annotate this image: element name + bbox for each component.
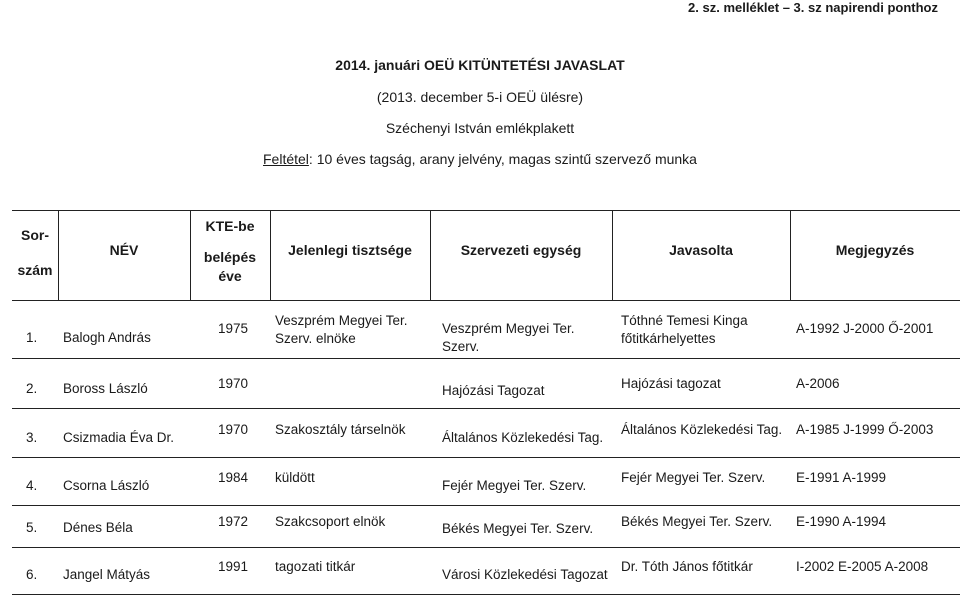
- col-header-tisztseg: Jelenlegi tisztsége: [288, 242, 412, 258]
- col-header-kte-3: éve: [218, 268, 242, 284]
- col-header-sorszam-1: Sor-: [21, 227, 49, 243]
- cell-proposer: Fejér Megyei Ter. Szerv.: [621, 470, 766, 485]
- cell-name: Csizmadia Éva Dr.: [63, 430, 175, 445]
- meeting-subtitle: (2013. december 5-i OEÜ ülésre): [376, 89, 584, 105]
- cell-year: 1970: [218, 422, 249, 437]
- cell-role: Veszprém Megyei Ter.: [275, 313, 408, 328]
- cell-unit: Hajózási Tagozat: [442, 383, 545, 398]
- cell-name: Balogh András: [63, 330, 151, 345]
- col-header-megjegyzes: Megjegyzés: [835, 242, 915, 258]
- cell-name: Dénes Béla: [63, 520, 133, 535]
- cell-note: A-2006: [796, 376, 840, 391]
- cell-proposer: Dr. Tóth János főtitkár: [621, 559, 753, 574]
- row-rule: [12, 547, 960, 548]
- cell-year: 1970: [218, 376, 249, 391]
- cell-name: Boross László: [63, 381, 148, 396]
- cell-role: Szakcsoport elnök: [275, 514, 386, 529]
- document-title: 2014. januári OEÜ KITÜNTETÉSI JAVASLAT: [335, 57, 625, 73]
- cell-note: E-1990 A-1994: [796, 514, 887, 529]
- cell-proposer: Békés Megyei Ter. Szerv.: [621, 514, 773, 529]
- cell-unit: Veszprém Megyei Ter.: [442, 321, 575, 336]
- cell-year: 1975: [218, 321, 249, 336]
- cell-year: 1972: [218, 514, 249, 529]
- appendix-reference: 2. sz. melléklet – 3. sz napirendi ponthoz: [688, 0, 938, 15]
- row-rule: [12, 358, 960, 359]
- cell-year: 1984: [218, 470, 249, 485]
- col-header-egyseg: Szervezeti egység: [460, 242, 582, 258]
- cell-no: 6.: [26, 567, 38, 582]
- cell-proposer: Általános Közlekedési Tag.: [621, 422, 783, 437]
- cell-unit: Békés Megyei Ter. Szerv.: [442, 521, 594, 536]
- col-header-nev: NÉV: [109, 242, 139, 258]
- cell-name: Csorna László: [63, 478, 150, 493]
- award-name: Széchenyi István emlékplakett: [385, 120, 575, 136]
- condition-label: Feltétel: [263, 151, 309, 167]
- table-bottom-rule: [12, 594, 960, 595]
- cell-no: 5.: [26, 520, 38, 535]
- col-header-kte-2: belépés: [203, 249, 257, 265]
- cell-note: E-1991 A-1999: [796, 470, 887, 485]
- cell-proposer: Hajózási tagozat: [621, 376, 721, 391]
- table-top-rule: [12, 210, 960, 211]
- cell-role: tagozati titkár: [275, 559, 356, 574]
- cell-no: 1.: [26, 330, 38, 345]
- cell-proposer-2: főtitkárhelyettes: [621, 331, 716, 346]
- cell-no: 3.: [26, 430, 38, 445]
- cell-unit: Fejér Megyei Ter. Szerv.: [442, 478, 587, 493]
- cell-note: I-2002 E-2005 A-2008: [796, 559, 929, 574]
- cell-note: A-1992 J-2000 Ő-2001: [796, 321, 934, 336]
- cell-unit: Városi Közlekedési Tagozat: [442, 567, 608, 582]
- row-rule: [12, 505, 960, 506]
- cell-name: Jangel Mátyás: [63, 567, 151, 582]
- row-rule: [12, 457, 960, 458]
- cell-role: Szakosztály társelnök: [275, 422, 406, 437]
- cell-role: küldött: [275, 470, 315, 485]
- cell-note: A-1985 J-1999 Ő-2003: [796, 422, 934, 437]
- cell-no: 4.: [26, 478, 38, 493]
- cell-year: 1991: [218, 559, 249, 574]
- cell-no: 2.: [26, 381, 38, 396]
- cell-unit-2: Szerv.: [442, 339, 480, 354]
- award-condition: [0, 151, 960, 168]
- cell-role-2: Szerv. elnöke: [275, 331, 356, 346]
- row-rule: [12, 408, 960, 409]
- cell-unit: Általános Közlekedési Tag.: [442, 430, 604, 445]
- col-header-javasolta: Javasolta: [669, 242, 733, 258]
- cell-proposer: Tóthné Temesi Kinga: [621, 313, 748, 328]
- header-bottom-rule: [12, 300, 960, 301]
- condition-text: : 10 éves tagság, arany jelvény, magas szintű szervező munka: [308, 151, 697, 167]
- col-header-sorszam-2: szám: [17, 262, 53, 278]
- col-header-kte-1: KTE-be: [205, 218, 255, 234]
